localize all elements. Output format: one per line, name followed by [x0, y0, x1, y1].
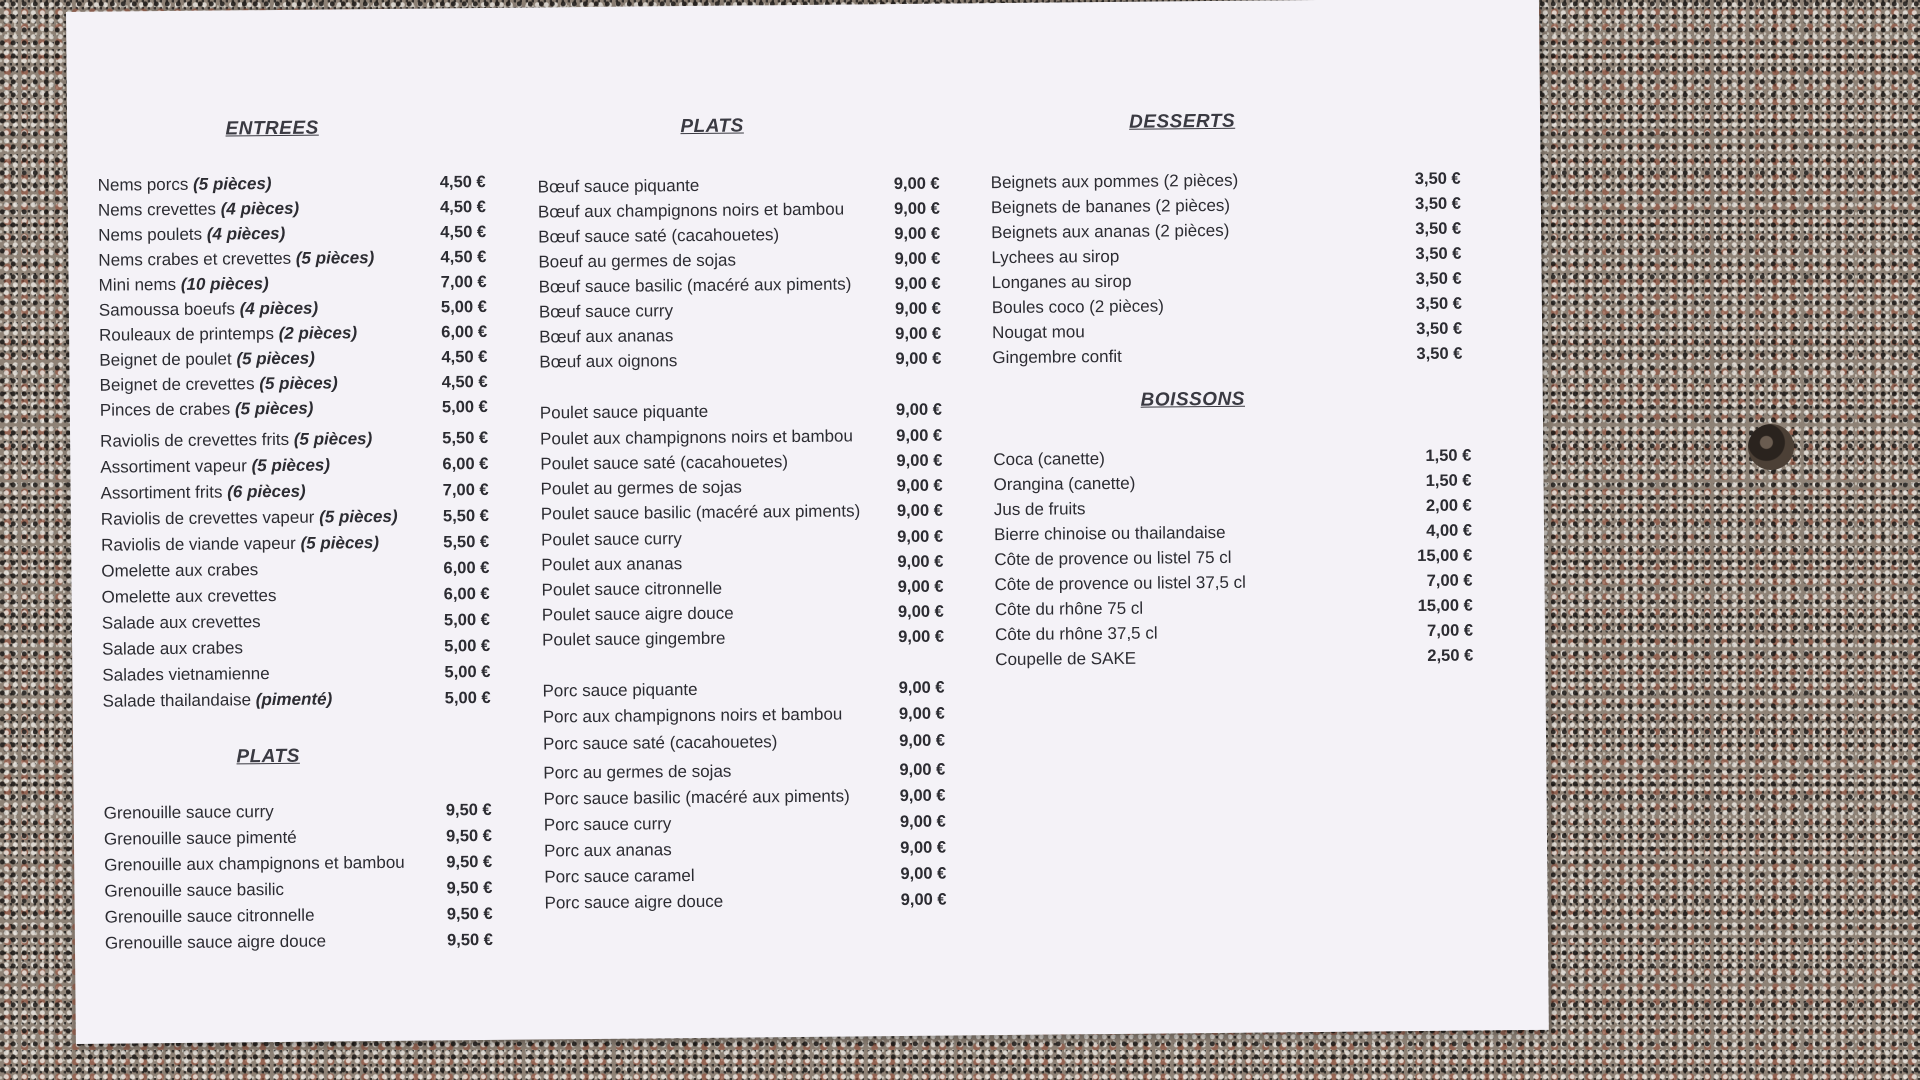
- list-item: Porc aux champignons noirs et bambou 9,00 €: [542, 704, 945, 727]
- list-item: Grenouille sauce curry 9,50 €: [103, 800, 492, 823]
- list-item: Nems crevettes (4 pièces) 4,50 €: [97, 197, 486, 220]
- list-item: Samoussa boeufs (4 pièces) 5,00 €: [98, 297, 487, 320]
- list-item: Salade aux crevettes 5,00 €: [101, 610, 490, 633]
- list-item: Poulet sauce curry 9,00 €: [540, 527, 944, 550]
- list-item: Bœuf aux oignons 9,00 €: [539, 349, 942, 372]
- list-item: Bœuf aux champignons noirs et bambou 9,00 €: [537, 199, 941, 222]
- list-item: Bœuf sauce piquante 9,00 €: [537, 174, 940, 197]
- desserts-heading: DESSERTS: [1128, 110, 1236, 133]
- list-item: Grenouille sauce aigre douce 9,50 €: [104, 930, 494, 953]
- list-item: Poulet aux champignons noirs et bambou 9,00 €: [540, 426, 943, 449]
- list-item: Coupelle de SAKE 2,50 €: [995, 646, 1474, 670]
- list-item: Bœuf sauce curry 9,00 €: [538, 299, 941, 322]
- entrees-heading: ENTREES: [225, 117, 319, 140]
- list-item: Porc sauce basilic (macéré aux piments) 9,00 €: [543, 786, 946, 809]
- list-item: Porc aux ananas 9,00 €: [543, 838, 947, 861]
- list-item: Gingembre confit 3,50 €: [992, 344, 1463, 368]
- list-item: Poulet au germes de sojas 9,00 €: [540, 476, 943, 499]
- list-item: Poulet sauce gingembre 9,00 €: [541, 627, 945, 650]
- plats-grenouille-heading: PLATS: [236, 745, 300, 768]
- list-item: Jus de fruits 2,00 €: [993, 496, 1472, 520]
- list-item: Omelette aux crabes 6,00 €: [101, 558, 490, 581]
- list-item: Mini nems (10 pièces) 7,00 €: [98, 272, 487, 295]
- list-item: Grenouille sauce citronnelle 9,50 €: [104, 904, 493, 927]
- list-item: Salades vietnamienne 5,00 €: [102, 662, 491, 685]
- wall-screw: [1748, 424, 1794, 470]
- list-item: Côte de provence ou listel 37,5 cl 7,00 €: [994, 571, 1473, 595]
- list-item: Poulet sauce citronnelle 9,00 €: [541, 577, 944, 600]
- boissons-heading: BOISSONS: [1140, 388, 1246, 411]
- list-item: Beignets aux pommes (2 pièces) 3,50 €: [990, 169, 1461, 193]
- list-item: Pinces de crabes (5 pièces) 5,00 €: [99, 397, 488, 420]
- list-item: Bierre chinoise ou thailandaise 4,00 €: [993, 521, 1473, 545]
- list-item: Nems poulets (4 pièces) 4,50 €: [98, 222, 487, 245]
- list-item: Beignet de crevettes (5 pièces) 4,50 €: [99, 372, 488, 395]
- list-item: Bœuf aux ananas 9,00 €: [539, 324, 942, 347]
- list-item: Porc au germes de sojas 9,00 €: [543, 760, 946, 783]
- list-item: Porc sauce aigre douce 9,00 €: [544, 890, 947, 913]
- list-item: Lychees au sirop 3,50 €: [991, 244, 1462, 268]
- list-item: Raviolis de viande vapeur (5 pièces) 5,50 €: [101, 532, 490, 555]
- list-item: Nougat mou 3,50 €: [992, 319, 1463, 343]
- list-item: Beignet de poulet (5 pièces) 4,50 €: [99, 347, 488, 370]
- list-item: Longanes au sirop 3,50 €: [991, 269, 1462, 293]
- list-item: Côte de provence ou listel 75 cl 15,00 €: [994, 546, 1473, 570]
- list-item: Nems crabes et crevettes (5 pièces) 4,50 €: [98, 247, 487, 270]
- list-item: Porc sauce caramel 9,00 €: [544, 864, 947, 887]
- list-item: Côte du rhône 37,5 cl 7,00 €: [994, 621, 1474, 645]
- list-item: Côte du rhône 75 cl 15,00 €: [994, 596, 1473, 620]
- list-item: Beignets aux ananas (2 pièces) 3,50 €: [991, 219, 1462, 243]
- list-item: Porc sauce piquante 9,00 €: [542, 678, 945, 701]
- list-item: Porc sauce curry 9,00 €: [543, 812, 946, 835]
- list-item: Poulet sauce piquante 9,00 €: [539, 400, 942, 423]
- list-item: Poulet aux ananas 9,00 €: [541, 552, 944, 575]
- list-item: Boeuf au germes de sojas 9,00 €: [538, 249, 941, 272]
- list-item: Poulet sauce basilic (macéré aux piments) 9,00 €: [540, 501, 943, 524]
- list-item: Coca (canette) 1,50 €: [993, 446, 1472, 470]
- list-item: Raviolis de crevettes vapeur (5 pièces) 5,50 €: [100, 506, 489, 529]
- list-item: Nems porcs (5 pièces) 4,50 €: [97, 172, 486, 195]
- list-item: Grenouille sauce pimenté 9,50 €: [103, 826, 493, 849]
- list-item: Boules coco (2 pièces) 3,50 €: [991, 294, 1462, 318]
- list-item: Bœuf sauce basilic (macéré aux piments) 9,00 €: [538, 274, 941, 297]
- list-item: Porc sauce saté (cacahouetes) 9,00 €: [542, 731, 946, 754]
- list-item: Assortiment vapeur (5 pièces) 6,00 €: [100, 454, 489, 477]
- menu-sheet: [66, 0, 1549, 1044]
- list-item: Beignets de bananes (2 pièces) 3,50 €: [990, 194, 1461, 218]
- list-item: Poulet sauce aigre douce 9,00 €: [541, 602, 944, 625]
- list-item: Salade aux crabes 5,00 €: [102, 636, 491, 659]
- list-item: Grenouille sauce basilic 9,50 €: [104, 878, 493, 901]
- list-item: Orangina (canette) 1,50 €: [993, 471, 1472, 495]
- list-item: Bœuf sauce saté (cacahouetes) 9,00 €: [538, 224, 941, 247]
- list-item: Salade thailandaise (pimenté) 5,00 €: [102, 688, 491, 711]
- list-item: Raviolis de crevettes frits (5 pièces) 5,50 €: [100, 428, 489, 451]
- list-item: Rouleaux de printemps (2 pièces) 6,00 €: [99, 322, 488, 345]
- plats-heading: PLATS: [680, 115, 744, 138]
- list-item: Assortiment frits (6 pièces) 7,00 €: [100, 480, 489, 503]
- list-item: Poulet sauce saté (cacahouetes) 9,00 €: [540, 451, 943, 474]
- list-item: Grenouille aux champignons et bambou 9,50 €: [104, 852, 493, 875]
- list-item: Omelette aux crevettes 6,00 €: [101, 584, 490, 607]
